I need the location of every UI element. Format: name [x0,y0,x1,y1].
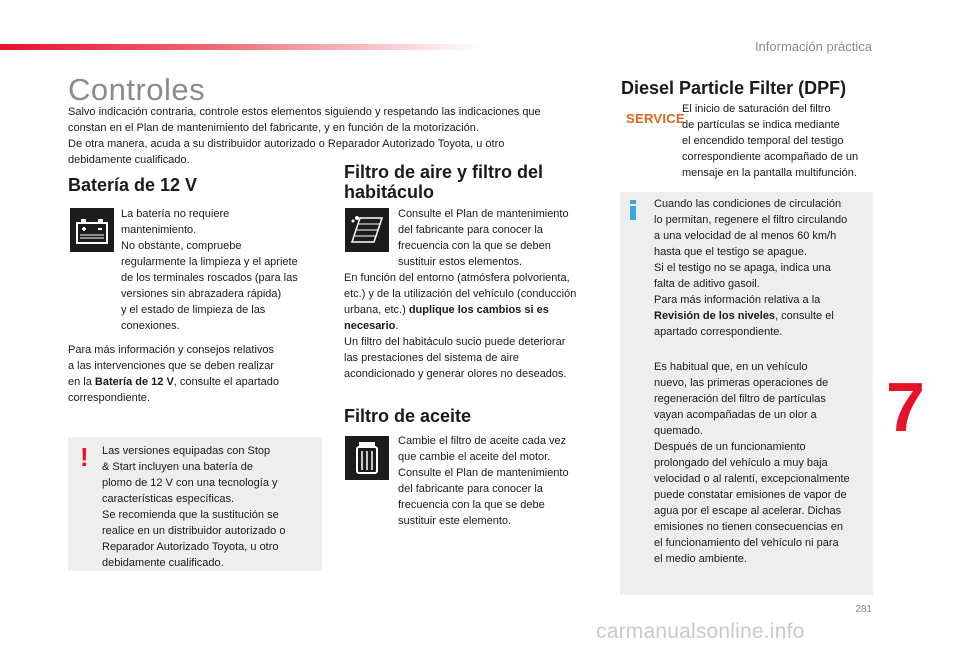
header-accent-bar [0,44,480,50]
oil-filter-icon [345,436,389,480]
battery-more-info: Para más información y consejos relativos a las intervenciones que se deben realizar en la Batería de 12 V, consulte el apartado correspondiente. [68,344,279,404]
battery-icon [70,208,114,252]
battery-heading: Batería de 12 V [68,175,198,195]
page-number: 281 [855,604,872,615]
intro-paragraph: Salvo indicación contraria, controle estos elementos siguiendo y respetando las indicaciones que constan en el Plan de mantenimiento del fabricante, y en función de la motorización. De otra manera, acuda a su distribuidor autorizado o Reparador Autorizado Toyota, u otro debidamente cualificado. [68,106,541,166]
air-filter-heading: Filtro de aire y filtro del habitáculo [344,162,544,202]
watermark: carmanualsonline.info [596,620,805,643]
dpf-heading: Diesel Particle Filter (DPF) [621,78,847,98]
oil-filter-text: Cambie el filtro de aceite cada vez que cambie el aceite del motor. Consulte el Plan de mantenimiento del fabricante para conocer la frecuencia con la que se debe sustituir este elemento. [398,435,569,527]
chapter-number: 7 [886,368,925,446]
battery-text: La batería no requiere mantenimiento. No obstante, compruebe regularmente la limpieza y el apriete de los terminales roscados (para las versiones sin abrazadera rápida) y el estado de limpieza de las conexiones. [121,208,298,332]
info-text-new-vehicle: Es habitual que, en un vehículo nuevo, las primeras operaciones de regeneración del filtro de partículas vayan acompañadas de un olor a quemado. Después de un funcionamiento prolongado del vehículo a muy baja velocidad o al ralentí, excepcionalmente puede constatar emisiones de vapor de agua por el escape al acelerar. Dichas emisiones no tienen consecuencias en el funcionamiento del vehículo ni para el medio ambiente. [654,361,850,565]
oil-filter-heading: Filtro de aceite [344,406,472,426]
air-filter-text: Consulte el Plan de mantenimiento del fabricante para conocer la frecuencia con la que se deben sustituir estos elementos. [398,208,569,268]
service-warning-icon: SERVICE [626,111,685,126]
warning-text: Las versiones equipadas con Stop & Start incluyen una batería de plomo de 12 V con una tecnología y características específicas. Se recomienda que la sustitución se realice en un distribuidor autorizado o Reparador Autorizado Toyota, u otro debidamente cualificado. [102,445,286,569]
section-title: Información práctica [754,39,872,54]
info-icon [629,200,637,225]
air-filter-paragraph: En función del entorno (atmósfera polvorienta, etc.) y de la utilización del vehículo (conducción urbana, etc.) duplique los cambios si es necesario. Un filtro del habitáculo sucio puede deteriorar las prestaciones del sistema de aire acondicionado y generar olores no deseados. [344,272,577,380]
page-title: Controles [68,72,206,107]
dpf-text: El inicio de saturación del filtro de partículas se indica mediante el encendido temporal del testigo correspondiente acompañado de un mensaje en la pantalla multifunción. [682,103,859,179]
info-text-regeneration: Cuando las condiciones de circulación lo permitan, regenere el filtro circulando a una velocidad de al menos 60 km/h hasta que el testigo se apague. Si el testigo no se apaga, indica una falta de aditivo gasoil. Para más información relativa a la Revisión de los niveles, consulte el apartado correspondiente. [654,198,848,338]
air-filter-icon [345,208,389,252]
warning-exclamation-icon: ! [80,442,89,472]
